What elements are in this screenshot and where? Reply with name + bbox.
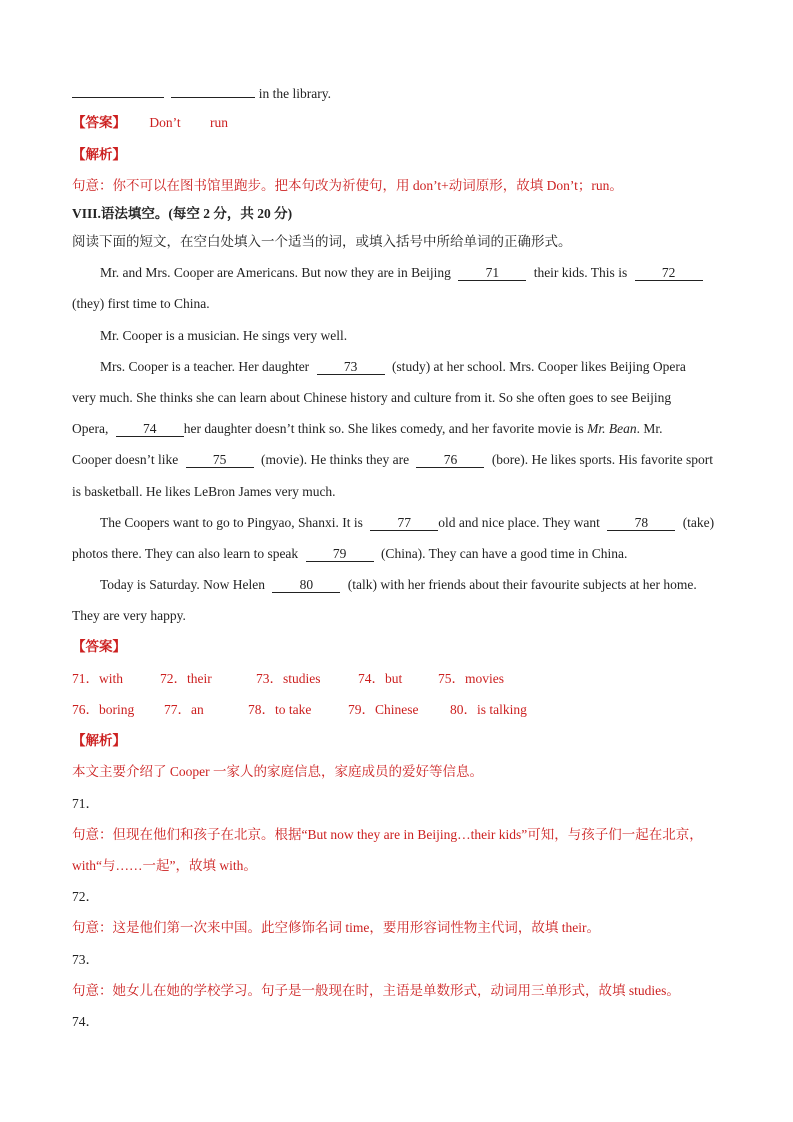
- passage-text: Today is Saturday. Now Helen: [100, 577, 266, 592]
- answer-tag: 【答案】: [72, 639, 126, 654]
- passage-text: (China). They can have a good time in China.: [380, 546, 628, 561]
- passage-text: . Mr.: [636, 421, 663, 436]
- passage-text: (talk) with her friends about their favourite subjects at her home.: [347, 577, 697, 592]
- passage-text: photos there. They can also learn to speak: [72, 546, 299, 561]
- passage-text: their kids. This is: [533, 265, 628, 280]
- blank-79: 79: [306, 547, 374, 562]
- passage-text: old and nice place. They want: [438, 515, 600, 530]
- answer-item: 77．an: [164, 702, 204, 717]
- analysis-text: 句意：但现在他们和孩子在北京。根据“But now they are in Beijing…their kids”可知，与孩子们一起在北京，: [72, 827, 703, 842]
- passage-text: Cooper doesn’t like: [72, 452, 179, 467]
- analysis-number: 73．: [72, 952, 99, 967]
- answer-item: 75．movies: [438, 671, 504, 686]
- blank-75: 75: [186, 453, 254, 468]
- answer-blank: [72, 83, 164, 98]
- answer-word: Don’t: [149, 115, 181, 130]
- section-title: VIII.语法填空。(每空 2 分，共 20 分): [72, 206, 293, 221]
- analysis-text: with“与……一起”，故填 with。: [72, 858, 257, 873]
- answer-row: [72, 670, 672, 688]
- passage-text: (take): [682, 515, 715, 530]
- blank-74: 74: [116, 422, 184, 437]
- analysis-text: 句意：这是他们第一次来中国。此空修饰名词 time，要用形容词性物主代词，故填 their。: [72, 920, 600, 935]
- blank-78: 78: [607, 516, 675, 531]
- passage-text: Opera,: [72, 421, 109, 436]
- passage-text: (study) at her school. Mrs. Cooper likes Beijing Opera: [391, 359, 686, 374]
- analysis-number: 74．: [72, 1014, 99, 1029]
- movie-title: Mr. Bean: [587, 421, 637, 436]
- analysis-text: 句意：你不可以在图书馆里跑步。把本句改为祈使句，用 don’t+动词原形，故填 Don’t；run。: [72, 178, 623, 193]
- blank-76: 76: [416, 453, 484, 468]
- answer-item: 78．to take: [248, 702, 312, 717]
- passage-text: (movie). He thinks they are: [260, 452, 410, 467]
- answer-item: 73．studies: [256, 671, 321, 686]
- analysis-number: 72．: [72, 889, 99, 904]
- passage-text: very much. She thinks she can learn about Chinese history and culture from it. So she often goes to see Beijing: [72, 390, 672, 405]
- answer-item: 79．Chinese: [348, 702, 419, 717]
- passage-line: [72, 545, 627, 563]
- passage-text: The Coopers want to go to Pingyao, Shanxi. It is: [100, 515, 363, 530]
- passage-line: [72, 420, 663, 438]
- passage-line: [72, 451, 713, 469]
- answer-item: 71．with: [72, 671, 124, 686]
- answer-item: 80．is talking: [450, 702, 527, 717]
- blank-72: 72: [635, 266, 703, 281]
- passage-line: [100, 264, 703, 282]
- blank-73: 73: [317, 360, 385, 375]
- passage-text: They are very happy.: [72, 608, 186, 623]
- passage-text: Mr. Cooper is a musician. He sings very well.: [100, 328, 348, 343]
- answer-tag: 【答案】: [72, 115, 126, 130]
- passage-line: [100, 514, 714, 532]
- blank-80: 80: [272, 578, 340, 593]
- blank-71: 71: [458, 266, 526, 281]
- question-text: in the library.: [258, 86, 331, 101]
- question-line: [72, 83, 331, 103]
- answer-item: 74．but: [358, 671, 403, 686]
- analysis-text: 句意：她女儿在她的学校学习。句子是一般现在时，主语是单数形式，动词用三单形式，故填 studies。: [72, 983, 680, 998]
- passage-text: her daughter doesn’t think so. She likes comedy, and her favorite movie is: [183, 421, 584, 436]
- passage-text: Mr. and Mrs. Cooper are Americans. But now they are in Beijing: [100, 265, 451, 280]
- passage-text: Mrs. Cooper is a teacher. Her daughter: [100, 359, 310, 374]
- passage-line: [100, 576, 697, 594]
- answer-item: 76．boring: [72, 702, 135, 717]
- analysis-number: 71．: [72, 796, 99, 811]
- answer-word: run: [210, 115, 229, 130]
- passage-text: is basketball. He likes LeBron James very much.: [72, 484, 336, 499]
- analysis-tag-line: [72, 146, 126, 164]
- passage-line: [100, 358, 686, 376]
- section-instruction: 阅读下面的短文，在空白处填入一个适当的词，或填入括号中所给单词的正确形式。: [72, 234, 572, 249]
- analysis-tag: 【解析】: [72, 733, 126, 748]
- blank-77: 77: [370, 516, 438, 531]
- passage-text: (bore). He likes sports. His favorite sport: [491, 452, 714, 467]
- analysis-tag: 【解析】: [72, 147, 126, 162]
- analysis-tag-line: [72, 732, 126, 750]
- answer-tag-line: [72, 638, 126, 656]
- answer-item: 72．their: [160, 671, 212, 686]
- analysis-summary: 本文主要介绍了 Cooper 一家人的家庭信息，家庭成员的爱好等信息。: [72, 764, 483, 779]
- passage-text: (they) first time to China.: [72, 296, 210, 311]
- answer-blank: [171, 83, 255, 98]
- answer-row: [72, 701, 672, 719]
- answer-block: [72, 114, 228, 132]
